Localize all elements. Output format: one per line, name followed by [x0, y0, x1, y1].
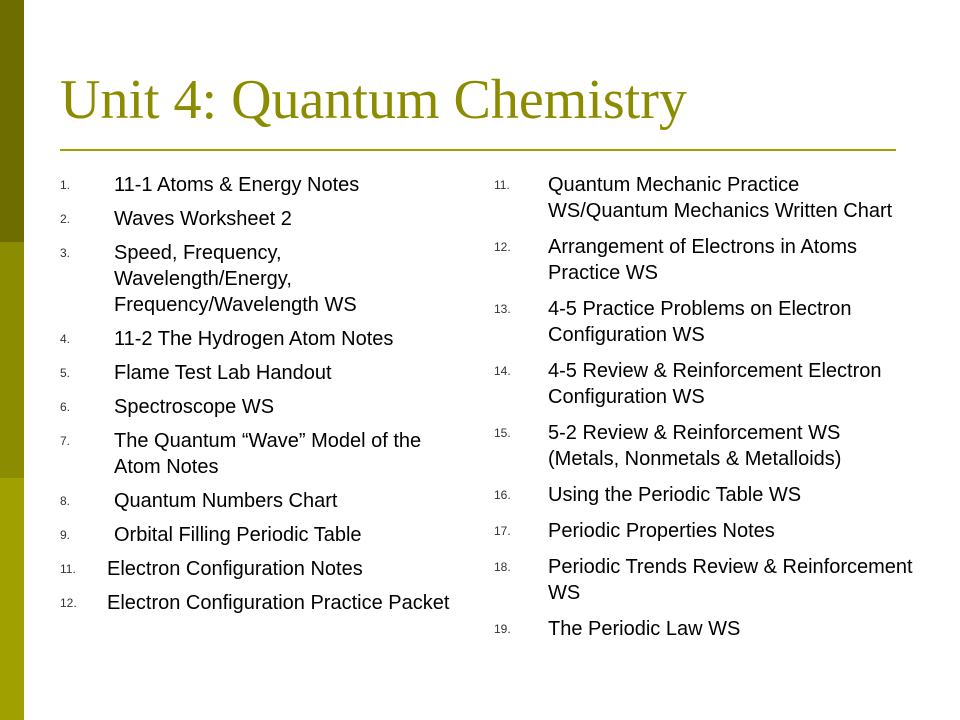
list-text: 5-2 Review & Reinforcement WS (Metals, Nonmetals & Metalloids) [548, 422, 842, 470]
list-number: 1. [60, 178, 71, 192]
title-divider [60, 149, 896, 151]
list-number: 19. [494, 622, 511, 636]
list-item [60, 360, 460, 386]
list-item [60, 326, 460, 352]
list-number: 6. [60, 400, 71, 414]
list-text: Electron Configuration Practice Packet [107, 592, 450, 614]
list-item [494, 554, 914, 606]
list-text: Periodic Properties Notes [548, 520, 775, 542]
list-number: 3. [60, 246, 71, 260]
list-number: 12. [494, 240, 511, 254]
list-text: Quantum Numbers Chart [114, 490, 338, 512]
slide-title: Unit 4: Quantum Chemistry [60, 69, 687, 131]
list-item [60, 590, 460, 616]
list-item [494, 616, 914, 642]
list-number: 13. [494, 302, 511, 316]
list-number: 2. [60, 212, 71, 226]
list-number: 14. [494, 364, 511, 378]
list-number: 8. [60, 494, 71, 508]
list-item [60, 428, 460, 480]
list-text: The Periodic Law WS [548, 618, 741, 640]
list-item [494, 518, 914, 544]
list-item [494, 358, 914, 410]
list-text: 11-2 The Hydrogen Atom Notes [114, 328, 394, 350]
side-bar-top [0, 0, 24, 242]
list-text: Quantum Mechanic Practice WS/Quantum Mechanics Written Chart [548, 174, 893, 222]
list-text: Orbital Filling Periodic Table [114, 524, 362, 546]
list-number: 5. [60, 366, 71, 380]
list-item [60, 522, 460, 548]
left-list [60, 172, 460, 616]
list-text: 4-5 Practice Problems on Electron Configuration WS [548, 298, 852, 346]
list-number: 9. [60, 528, 71, 542]
list-number: 17. [494, 524, 511, 538]
side-bar-middle [0, 242, 24, 478]
list-number: 11. [60, 562, 76, 576]
list-item [60, 556, 460, 582]
list-text: Using the Periodic Table WS [548, 484, 802, 506]
list-item [494, 420, 914, 472]
list-item [494, 482, 914, 508]
list-text: 11-1 Atoms & Energy Notes [114, 174, 360, 196]
list-item [60, 206, 460, 232]
list-text: Periodic Trends Review & Reinforcement WS [548, 556, 913, 604]
list-text: The Quantum “Wave” Model of the Atom Notes [114, 430, 422, 478]
side-bar-bottom [0, 478, 24, 720]
list-item [60, 394, 460, 420]
list-item [494, 172, 914, 224]
list-text: Speed, Frequency, Wavelength/Energy, Frequency/Wavelength WS [114, 242, 357, 316]
list-number: 16. [494, 488, 511, 502]
right-list [494, 172, 914, 642]
list-text: Flame Test Lab Handout [114, 362, 332, 384]
list-number: 15. [494, 426, 511, 440]
list-item [60, 240, 460, 318]
list-text: Waves Worksheet 2 [114, 208, 292, 230]
list-number: 4. [60, 332, 71, 346]
list-number: 7. [60, 434, 71, 448]
list-text: Arrangement of Electrons in Atoms Practice WS [548, 236, 858, 284]
list-item [494, 296, 914, 348]
list-item [60, 488, 460, 514]
list-number: 12. [60, 596, 77, 610]
list-item [60, 172, 460, 198]
list-number: 18. [494, 560, 511, 574]
list-text: Electron Configuration Notes [107, 558, 363, 580]
list-text: 4-5 Review & Reinforcement Electron Configuration WS [548, 360, 882, 408]
list-text: Spectroscope WS [114, 396, 275, 418]
list-item [494, 234, 914, 286]
list-number: 11. [494, 178, 510, 192]
